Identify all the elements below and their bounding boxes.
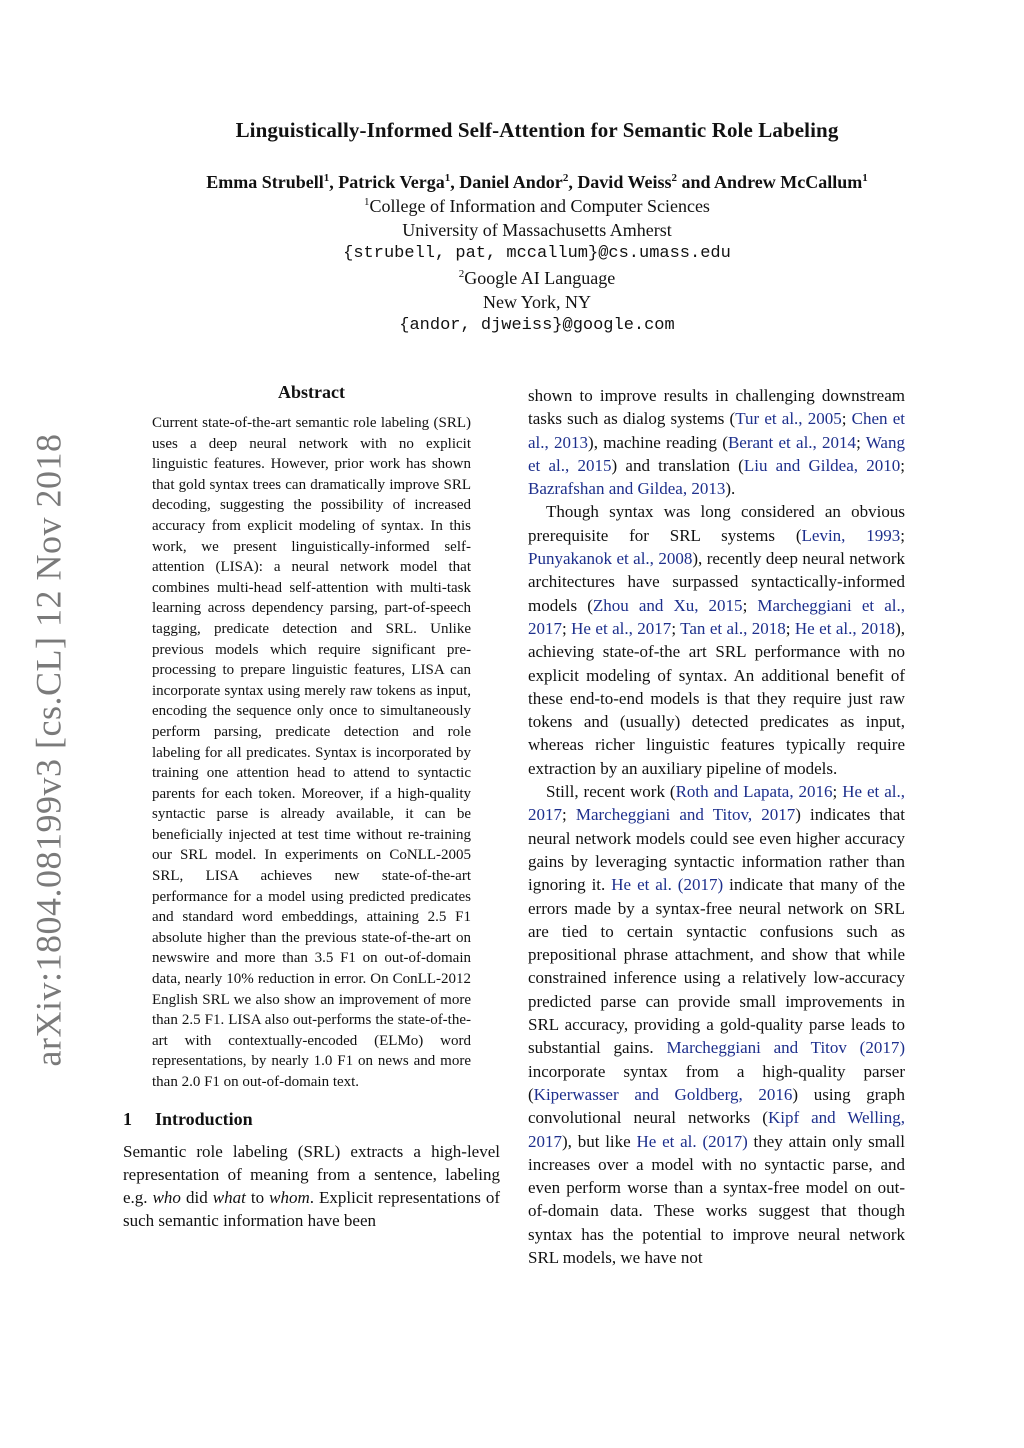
citation-link[interactable]: Roth and Lapata, 2016 (675, 782, 833, 802)
affiliation-marker: 2 (671, 172, 678, 184)
affiliation-1 (100, 194, 974, 218)
intro-paragraph (123, 1140, 500, 1233)
text-run: ), recently deep neural network architectures have surpassed syntactically-informed models ( (528, 549, 905, 615)
affiliation-1-university: University of Massachusetts Amherst (402, 220, 672, 240)
citation-link[interactable]: Berant et al., 2014 (727, 432, 857, 452)
citation-link[interactable]: Tur et al., 2005 (735, 409, 842, 429)
author-name: David Weiss (577, 172, 672, 192)
text-run: ; (900, 525, 905, 545)
citation-link[interactable]: He et al., 2017 (571, 618, 672, 638)
abstract-text: Current state-of-the-art semantic role labeling (SRL) uses a deep neural network with no explicit linguistic features. However, prior work has shown that gold syntax trees can dramatically improve SRL decoding, suggesting the possibility of increased accuracy from explicit modeling of syntax. In this work, we present linguistically-informed self-attention (LISA): a neural network model that combines multi-head self-attention with multi-task learning across dependency parsing, part-of-speech tagging, predicate detection and SRL. Unlike previous models which require significant pre-processing to prepare linguistic features, LISA can incorporate syntax using merely raw tokens as input, encoding the sequence only once to simultaneously perform parsing, predicate detection and role labeling for all predicates. Syntax is incorporated by training one attention head to attend to syntactic parents for each token. Moreover, if a high-quality syntactic parse is already available, it can be beneficially injected at test time without re-training our SRL model. In experiments on CoNLL-2005 SRL, LISA achieves new state-of-the-art performance for a model using predicted predicates and standard word embeddings, attaining 2.5 F1 absolute higher than the previous state-of-the-art on newswire and more than 3.5 F1 on out-of-domain data, nearly 10% reduction in error. On ConLL-2012 English SRL we also show an improvement of more than 2.5 F1. LISA also out-performs the state-of-the-art with contextually-encoded (ELMo) word representations, by nearly 1.0 F1 on news and more than 2.0 F1 on out-of-domain text. (152, 415, 471, 1090)
text-run: ; (742, 595, 758, 615)
citation-link[interactable]: Zhou and Xu, 2015 (592, 595, 743, 615)
text-run: ; (832, 782, 843, 802)
text-run: shown to improve results in challenging downstream tasks such as dialog systems ( (528, 386, 905, 429)
text-run: ; (562, 805, 576, 825)
citation-link[interactable]: Kiperwasser and Goldberg, 2016 (533, 1084, 793, 1104)
author-name: Daniel Andor (459, 172, 563, 192)
text-run: ) using graph convolutional neural networks ( (528, 1084, 905, 1128)
text-run: Semantic role labeling (SRL) extracts a high-level representation of meaning from a sentence, labeling e.g. (123, 1141, 500, 1208)
separator: and (677, 172, 715, 192)
left-column (123, 382, 500, 1233)
citation-link[interactable]: He et al., 2017 (528, 782, 905, 825)
separator: , (450, 172, 460, 192)
affiliation-marker: 1 (444, 172, 451, 184)
affiliation-marker: 1 (364, 196, 370, 208)
text-run: ; (785, 618, 795, 638)
text-run: did (180, 1188, 213, 1208)
arxiv-identifier-sidebar (20, 433, 76, 1067)
citation-link[interactable]: Liu and Gildea, 2010 (743, 455, 901, 475)
text-run: indicate that many of the errors made by a syntax-free neural network on SRL are tied to certain syntactic confusions such as prepositional phrase attachment, and show that while constrained inference using a relatively low-accuracy predicted parse can provide small improvements in SRL accuracy, providing a gold-quality parse leads to substantial gains. (528, 875, 905, 1058)
author-block (100, 170, 974, 338)
citation-link[interactable]: Marcheggiani and Titov, 2017 (575, 805, 796, 825)
citation-link[interactable]: He et al. (2017) (636, 1131, 748, 1151)
text-run: ) indicates that neural network models could see even higher accuracy gains by leveraging syntactic information rather than ignoring it. (528, 805, 905, 895)
citation-link[interactable]: He et al. (2017) (611, 875, 724, 895)
citation-link[interactable]: Marcheggiani and Titov (2017) (666, 1038, 905, 1058)
text-run: incorporate syntax from a high-quality parser ( (528, 1061, 905, 1104)
citation-link[interactable]: Kipf and Welling, 2017 (528, 1108, 905, 1151)
body-paragraph (528, 384, 905, 500)
text-run: ; (841, 409, 852, 429)
body-paragraph (528, 500, 905, 780)
affiliation-2 (100, 266, 974, 290)
emphasis: what (212, 1188, 246, 1208)
text-run: ; (900, 455, 905, 475)
citation-link[interactable]: Marcheggiani et al., 2017 (528, 595, 905, 638)
text-run: they attain only small increases over a model with no syntactic parse, and even perform worse than a syntax-free model on out-of-domain data. These works suggest that though syntax has the potential to improve neural network SRL models, we have not (528, 1131, 905, 1267)
author-name: Andrew McCallum (714, 172, 863, 192)
emphasis: who (152, 1188, 181, 1208)
text-run: ), achieving state-of-the art SRL performance with no explicit modeling of syntax. An additional benefit of these end-to-end models is that they require just raw tokens and (usually) detected predicates as input, whereas richer linguistic features typically require extraction by an auxiliary pipeline of models. (528, 618, 905, 778)
affiliation-1-email[interactable]: {strubell, pat, mccallum}@cs.umass.edu (343, 244, 731, 263)
text-run: . Explicit representations of such semantic information have been (123, 1188, 501, 1231)
affiliation-2-name: Google AI Language (464, 268, 616, 288)
citation-link[interactable]: Wang et al., 2015 (528, 432, 905, 475)
text-run: ; (562, 618, 572, 638)
text-run: to (245, 1188, 270, 1208)
affiliation-marker: 2 (458, 268, 465, 280)
citation-link[interactable]: Levin, 1993 (801, 525, 901, 545)
author-names (100, 170, 974, 194)
right-column (528, 384, 905, 1269)
author-name: Emma Strubell (206, 172, 324, 192)
arxiv-id: arXiv:1804.08199v3 [cs.CL] 12 Nov 2018 (28, 433, 68, 1067)
text-run: ). (725, 479, 736, 499)
separator: , (329, 172, 339, 192)
affiliation-1-name: College of Information and Computer Sciences (369, 196, 710, 216)
author-name: Patrick Verga (338, 172, 445, 192)
affiliation-2-email[interactable]: {andor, djweiss}@google.com (399, 316, 675, 335)
affiliation-marker: 2 (562, 172, 569, 184)
text-run: ; (671, 618, 681, 638)
section-heading-introduction (123, 1109, 500, 1130)
text-run: Still, recent work ( (546, 782, 676, 802)
emphasis: whom (269, 1188, 310, 1208)
affiliation-marker: 1 (323, 172, 330, 184)
text-run: ) and translation ( (611, 455, 744, 475)
abstract-heading: Abstract (278, 382, 345, 402)
text-run: ), machine reading ( (588, 432, 728, 452)
section-number: 1 (123, 1108, 132, 1129)
affiliation-marker: 1 (862, 172, 868, 184)
citation-link[interactable]: Punyakanok et al., 2008 (528, 549, 693, 569)
text-run: ; (856, 432, 866, 452)
separator: , (568, 172, 578, 192)
citation-link[interactable]: He et al., 2018 (794, 618, 896, 638)
citation-link[interactable]: Tan et al., 2018 (680, 618, 786, 638)
body-paragraph (528, 780, 905, 1269)
paper-title: Linguistically-Informed Self-Attention for Semantic Role Labeling (235, 118, 839, 142)
affiliation-2-location: New York, NY (482, 292, 591, 312)
text-run: ), but like (562, 1131, 637, 1151)
text-run: Though syntax was long considered an obvious prerequisite for SRL systems ( (528, 502, 905, 545)
citation-link[interactable]: Bazrafshan and Gildea, 2013 (528, 479, 726, 499)
citation-link[interactable]: Chen et al., 2013 (528, 409, 905, 452)
section-title: Introduction (155, 1108, 253, 1129)
